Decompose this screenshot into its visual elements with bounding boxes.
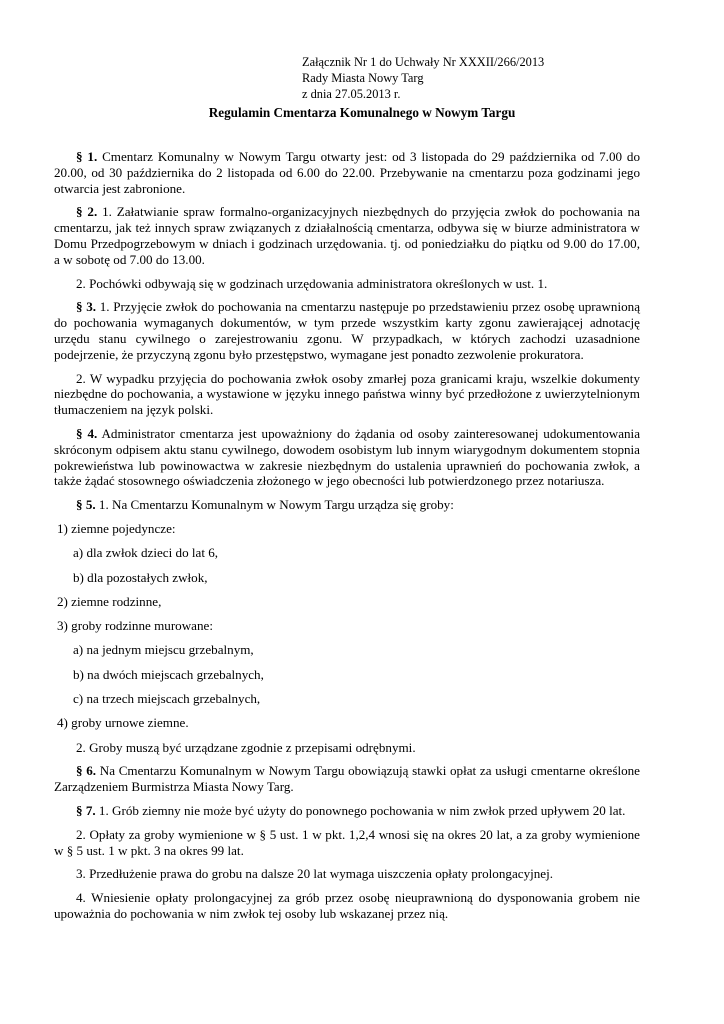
section-7-paragraph-2: 2. Opłaty za groby wymienione w § 5 ust. 1 w pkt. 1,2,4 wnosi się na okres 20 lat, a za groby wymienione w § 5 ust. 1 w pkt. 3 na okres 99 lat. [54,826,640,858]
list-item: b) na dwóch miejscach grzebalnych, [73,666,264,682]
header-line-1: Załącznik Nr 1 do Uchwały Nr XXXII/266/2013 [302,55,545,69]
section-7-paragraph-4: 4. Wniesienie opłaty prolongacyjnej za grób przez osobę nieuprawnioną do dysponowania grobem nie upoważnia do pochowania w nim zwłok tej osoby lub wskazanej przez nią. [54,890,640,921]
list-item: a) na jednym miejscu grzebalnym, [73,642,254,658]
section-text: 1. Przyjęcie zwłok do pochowania na cmentarzu następuje po przedstawieniu przez osobę uprawnioną do pochowania wymaganych dokumentów, w tym przede wszystkim karty zgonu zawierającej adnotację urzędu stanu cywilnego o zarejestrowaniu zgonu. W przypadkach, w których zachodzi uzasadnione podejrzenie, że przyczyną zgonu było przestępstwo, wymagane jest ponadto zezwolenie prokuratora. [54,299,641,362]
section-text: 1. Załatwianie spraw formalno-organizacyjnych niezbędnych do przyjęcia zwłok do pochowania na cmentarzu, jak też innych spraw związanych z działalnością cmentarza, odbywa się w biurze administratora w Domu Przedpogrzebowym w dniach i godzinach urzędowania. tj. od poniedziałku do piątku od 9.00 do 17.00, a w sobotę od 7.00 do 13.00. [54,204,640,267]
section-4 [54,426,640,489]
section-5-paragraph-2: 2. Groby muszą być urządzane zgodnie z przepisami odrębnymi. [76,739,416,755]
section-2-paragraph-2: 2. Pochówki odbywają się w godzinach urzędowania administratora określonych w ust. 1. [76,275,548,291]
section-text: Na Cmentarzu Komunalnym w Nowym Targu obowiązują stawki opłat za usługi cmentarne określone Zarządzeniem Burmistrza Miasta Nowy Targ. [54,763,640,795]
section-6 [54,763,640,795]
section-mark: § 2. [76,204,98,220]
section-7 [54,803,640,819]
document-header [302,54,544,102]
list-item: 1) ziemne pojedyncze: [57,520,176,536]
section-1 [54,149,640,196]
section-text: 1. Na Cmentarzu Komunalnym w Nowym Targu urządza się groby: [95,497,454,513]
list-item: 3) groby rodzinne murowane: [57,618,213,634]
section-mark: § 4. [76,425,98,441]
list-item: b) dla pozostałych zwłok, [73,569,208,585]
header-line-2: Rady Miasta Nowy Targ [302,71,424,85]
list-item: c) na trzech miejscach grzebalnych, [73,691,261,707]
header-line-3: z dnia 27.05.2013 r. [302,87,401,101]
section-mark: § 5. [76,497,96,513]
section-3 [54,299,640,362]
section-2 [54,204,640,267]
section-5 [54,497,640,513]
document-title: Regulamin Cmentarza Komunalnego w Nowym Targu [208,105,516,120]
section-3-paragraph-2: 2. W wypadku przyjęcia do pochowania zwłok osoby zmarłej poza granicami kraju, wszelkie dokumenty niezbędne do pochowania, a wystawione w języku innego państwa winny być przedłożone z uwierzytelnionym tłumaczeniem na język polski. [54,370,640,418]
section-text: 1. Grób ziemny nie może być użyty do ponownego pochowania w nim zwłok przed upływem 20 lat. [95,803,626,818]
section-7-paragraph-3: 3. Przedłużenie prawa do grobu na dalsze 20 lat wymaga uiszczenia opłaty prolongacyjnej. [76,866,554,882]
document-body [54,149,640,930]
section-mark: § 6. [76,763,97,779]
list-item: 4) groby urnowe ziemne. [57,715,189,731]
section-mark: § 7. [76,803,96,818]
section-mark: § 3. [76,299,97,315]
section-text: Administrator cmentarza jest upoważniony do żądania od osoby zainteresowanej udokumentowania skróconym odpisem aktu stanu cywilnego, dowodem osobistym lub innym wiarygodnym dokumentem stopnia pokrewieństwa lub powinowactwa w zakresie niezbędnym do ustalenia uprawnień do pochowania zwłok, a także żądać stosownego oświadczenia złożonego w jego obecności lub potwierdzonego przez notariusza. [54,425,641,489]
list-item: a) dla zwłok dzieci do lat 6, [73,545,219,561]
section-text: Cmentarz Komunalny w Nowym Targu otwarty jest: od 3 listopada do 29 października od 7.00 do 20.00, od 30 października do 2 listopada od 6.00 do 22.00. Przebywanie na cmentarzu poza godzinami jego otwarcia jest zabronione. [54,149,640,196]
list-item: 2) ziemne rodzinne, [57,593,162,609]
section-mark: § 1. [76,149,98,164]
